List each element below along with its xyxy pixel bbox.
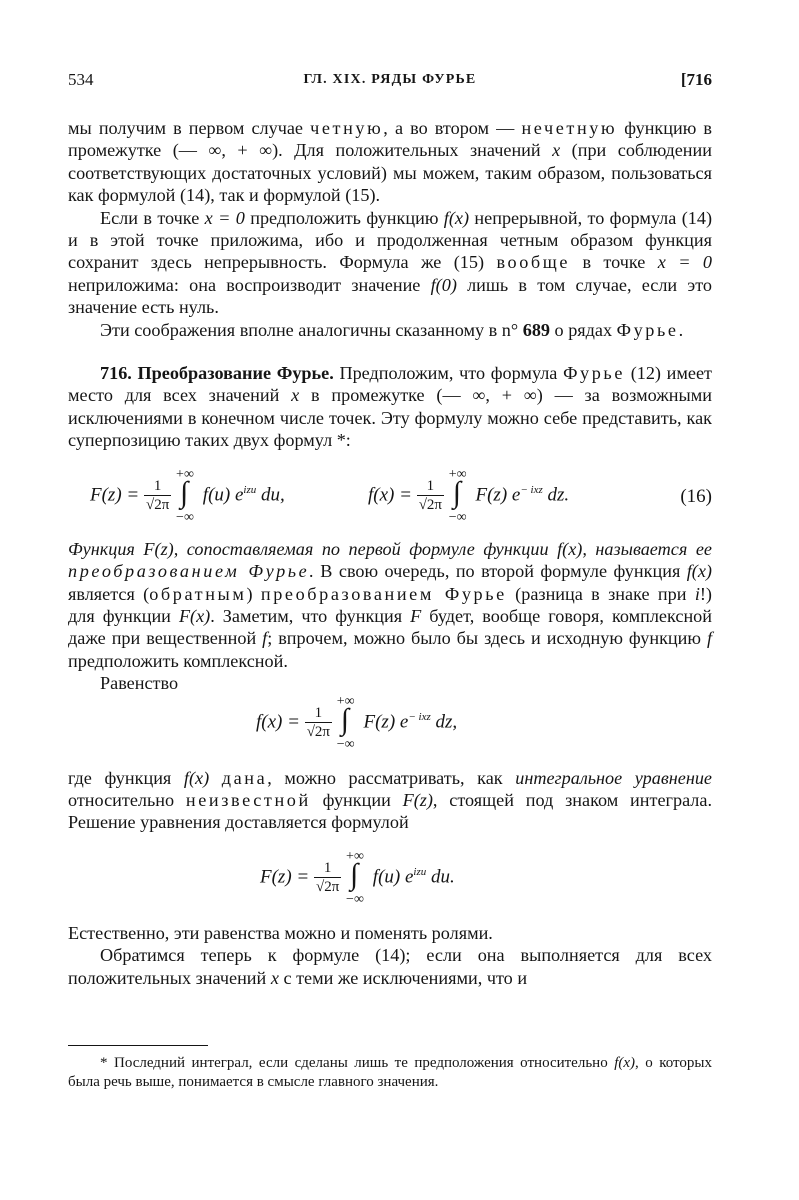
paragraph-8: Естественно, эти равенства можно и поменять ролями.: [68, 922, 493, 943]
paragraph-1: мы получим в первом случае четную, а во втором — нечетную функцию в промежутке (— ∞, + ∞). Для положительных значений x (при соблюдении соответствующих достаточных условий) мы можем, таким образом, пользоваться как формулой (14), так и формулой (15).: [68, 118, 713, 206]
paragraph-2: Если в точке x = 0 предположить функцию f(x) непрерывной, то формула (14) и в этой точке приложима, ибо и продолженная четным образом функция сохранит здесь непрерывность. Формула же (15) вообще в точке x = 0 неприложима: она воспроизводит значение f(0) лишь в том случае, если это значение есть нуль.: [68, 207, 712, 318]
footnote: * Последний интеграл, если сделаны лишь те предположения относительно f(x), о которых была речь выше, понимается в смысле главного значения.: [68, 1055, 712, 1090]
chapter-title: ГЛ. XIX. РЯДЫ ФУРЬЕ: [303, 72, 477, 87]
formula-16: F(z) = $\frac{1}{√2\pi}$ +∞ ∫ −∞ f(u) $e^{izu}$ du, f(x) = $\frac{1}{√2\pi}$ +∞ ∫ −∞ F(z) $e^{- ixz}$ dz. (16): [90, 466, 712, 526]
section-marker: [716: [680, 70, 712, 89]
integral-sign: +∞ ∫ −∞: [336, 693, 355, 753]
formula-inverse: f(x) = $\frac{1}{√2\pi}$ +∞ ∫ −∞ F(z) $e^{- ixz}$ dz,: [256, 693, 458, 753]
integral-sign: +∞ ∫ −∞: [176, 466, 194, 526]
paragraph-7: где функция f(x) дана, можно рассматривать, как интегральное уравнение относительно неизвестной функции F(z), стоящей под знаком интеграла. Решение уравнения доставляется формулой: [68, 767, 713, 833]
running-header: [68, 70, 712, 100]
page-body: [68, 117, 712, 989]
paragraph-5: Функция F(z), сопоставляемая по первой формуле функции f(x), называется ее преобразованием Фурье. В свою очередь, по второй формуле функция f(x) является (обратным) преобразованием Фурье (разница в знаке при i!) для функции F(x). Заметим, что функция F будет, вообще говоря, комплексной даже при вещественной f; впрочем, можно было бы здесь и исходную функцию f предположить комплексной.: [68, 538, 713, 671]
paragraph-9: Обратимся теперь к формуле (14); если она выполняется для всех положительных значений x с теми же исключениями, что и: [68, 945, 712, 988]
page-number: 534: [68, 70, 94, 89]
equation-number: (16): [680, 485, 712, 507]
formula-solution: F(z) = $\frac{1}{√2\pi}$ +∞ ∫ −∞ f(u) $e^{izu}$ du.: [260, 848, 455, 908]
section-716-intro: 716. Преобразование Фурье. Предположим, что формула Фурье (12) имеет место для всех значений x в промежутке (— ∞, + ∞) — за возможными исключениями в конечном числе точек. Эту формулу можно себе представить, как суперпозицию таких двух формул *:: [68, 363, 713, 451]
paragraph-6: Равенство: [100, 673, 179, 694]
section-heading: 716. Преобразование Фурье.: [100, 363, 334, 384]
paragraph-3: Эти соображения вполне аналогичны сказанному в n° 689 о рядах Фурье.: [100, 319, 684, 340]
footnote-rule: [68, 1045, 208, 1046]
integral-sign: +∞ ∫ −∞: [448, 466, 467, 526]
integral-sign: +∞ ∫ −∞: [346, 848, 364, 908]
